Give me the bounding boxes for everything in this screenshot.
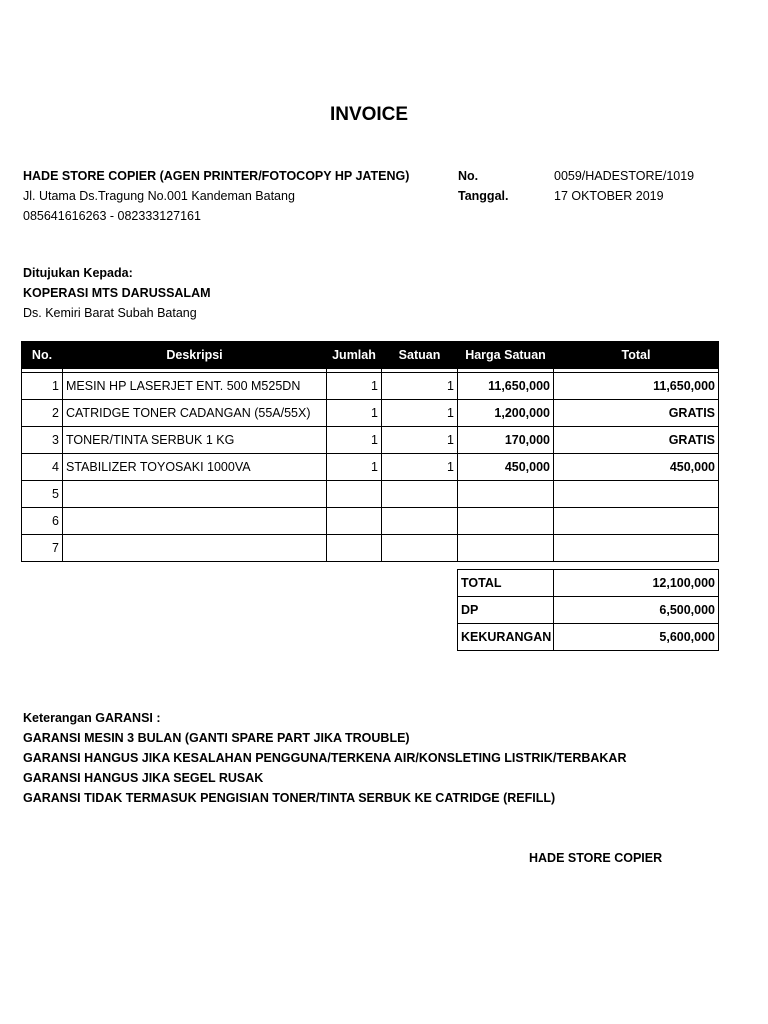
cell-unit: 1	[382, 400, 458, 427]
cell-quantity: 1	[327, 454, 382, 481]
items-table	[21, 341, 719, 562]
invoice-title: INVOICE	[329, 104, 409, 125]
recipient-address: Ds. Kemiri Barat Subah Batang	[23, 306, 197, 320]
cell-unit: 1	[382, 454, 458, 481]
seller-address: Jl. Utama Ds.Tragung No.001 Kandeman Batang	[23, 189, 295, 203]
cell-description: TONER/TINTA SERBUK 1 KG	[63, 427, 327, 454]
cell-description: CATRIDGE TONER CADANGAN (55A/55X)	[63, 400, 327, 427]
table-row	[22, 535, 719, 562]
cell-quantity	[327, 481, 382, 508]
cell-unit	[382, 508, 458, 535]
seller-name: HADE STORE COPIER (AGEN PRINTER/FOTOCOPY HP JATENG)	[23, 169, 410, 183]
cell-description	[63, 481, 327, 508]
header-no: No.	[22, 342, 63, 369]
recipient-info	[23, 263, 211, 323]
table-header-row	[22, 342, 719, 369]
cell-quantity: 1	[327, 427, 382, 454]
cell-no: 6	[22, 508, 63, 535]
table-row	[22, 454, 719, 481]
cell-description	[63, 535, 327, 562]
warranty-notes	[23, 708, 627, 808]
cell-total: GRATIS	[554, 400, 719, 427]
invoice-date: 17 OKTOBER 2019	[554, 189, 664, 203]
warranty-heading: Keterangan GARANSI :	[23, 711, 161, 725]
cell-no: 2	[22, 400, 63, 427]
totals-value: 6,500,000	[554, 597, 719, 624]
header-unit: Satuan	[382, 342, 458, 369]
invoice-meta	[458, 166, 694, 206]
totals-row	[458, 597, 719, 624]
cell-unit-price	[458, 481, 554, 508]
cell-total: 11,650,000	[554, 373, 719, 400]
cell-total: 450,000	[554, 454, 719, 481]
recipient-name: KOPERASI MTS DARUSSALAM	[23, 286, 211, 300]
header-unit-price: Harga Satuan	[458, 342, 554, 369]
totals-label: TOTAL	[458, 570, 554, 597]
table-row	[22, 508, 719, 535]
cell-unit-price: 1,200,000	[458, 400, 554, 427]
totals-row	[458, 570, 719, 597]
cell-unit: 1	[382, 373, 458, 400]
cell-quantity: 1	[327, 400, 382, 427]
cell-unit	[382, 481, 458, 508]
cell-quantity	[327, 508, 382, 535]
cell-unit-price	[458, 508, 554, 535]
cell-no: 3	[22, 427, 63, 454]
cell-unit	[382, 535, 458, 562]
totals-label: KEKURANGAN	[458, 624, 554, 651]
cell-description: MESIN HP LASERJET ENT. 500 M525DN	[63, 373, 327, 400]
cell-total	[554, 535, 719, 562]
cell-no: 4	[22, 454, 63, 481]
totals-table	[457, 569, 719, 651]
cell-quantity: 1	[327, 373, 382, 400]
warranty-line: GARANSI MESIN 3 BULAN (GANTI SPARE PART JIKA TROUBLE)	[23, 731, 410, 745]
cell-no: 7	[22, 535, 63, 562]
cell-unit-price: 170,000	[458, 427, 554, 454]
warranty-line: GARANSI HANGUS JIKA KESALAHAN PENGGUNA/TERKENA AIR/KONSLETING LISTRIK/TERBAKAR	[23, 751, 627, 765]
cell-unit-price: 450,000	[458, 454, 554, 481]
invoice-number: 0059/HADESTORE/1019	[554, 169, 695, 183]
cell-no: 1	[22, 373, 63, 400]
cell-total	[554, 508, 719, 535]
cell-description	[63, 508, 327, 535]
header-description: Deskripsi	[63, 342, 327, 369]
table-row	[22, 400, 719, 427]
seller-info	[23, 166, 409, 226]
totals-value: 12,100,000	[554, 570, 719, 597]
signature: HADE STORE COPIER	[529, 851, 663, 865]
header-quantity: Jumlah	[327, 342, 382, 369]
table-row	[22, 481, 719, 508]
warranty-line: GARANSI HANGUS JIKA SEGEL RUSAK	[23, 771, 264, 785]
seller-phone: 085641616263 - 082333127161	[23, 209, 201, 223]
invoice-date-label: Tanggal.	[458, 189, 509, 203]
table-row	[22, 427, 719, 454]
cell-total: GRATIS	[554, 427, 719, 454]
cell-description: STABILIZER TOYOSAKI 1000VA	[63, 454, 327, 481]
cell-unit: 1	[382, 427, 458, 454]
cell-unit-price	[458, 535, 554, 562]
totals-value: 5,600,000	[554, 624, 719, 651]
cell-total	[554, 481, 719, 508]
cell-quantity	[327, 535, 382, 562]
warranty-line: GARANSI TIDAK TERMASUK PENGISIAN TONER/TINTA SERBUK KE CATRIDGE (REFILL)	[23, 791, 556, 805]
header-total: Total	[554, 342, 719, 369]
cell-no: 5	[22, 481, 63, 508]
totals-row	[458, 624, 719, 651]
table-row	[22, 373, 719, 400]
recipient-label: Ditujukan Kepada:	[23, 266, 133, 280]
cell-unit-price: 11,650,000	[458, 373, 554, 400]
invoice-number-label: No.	[458, 169, 479, 183]
totals-label: DP	[458, 597, 554, 624]
